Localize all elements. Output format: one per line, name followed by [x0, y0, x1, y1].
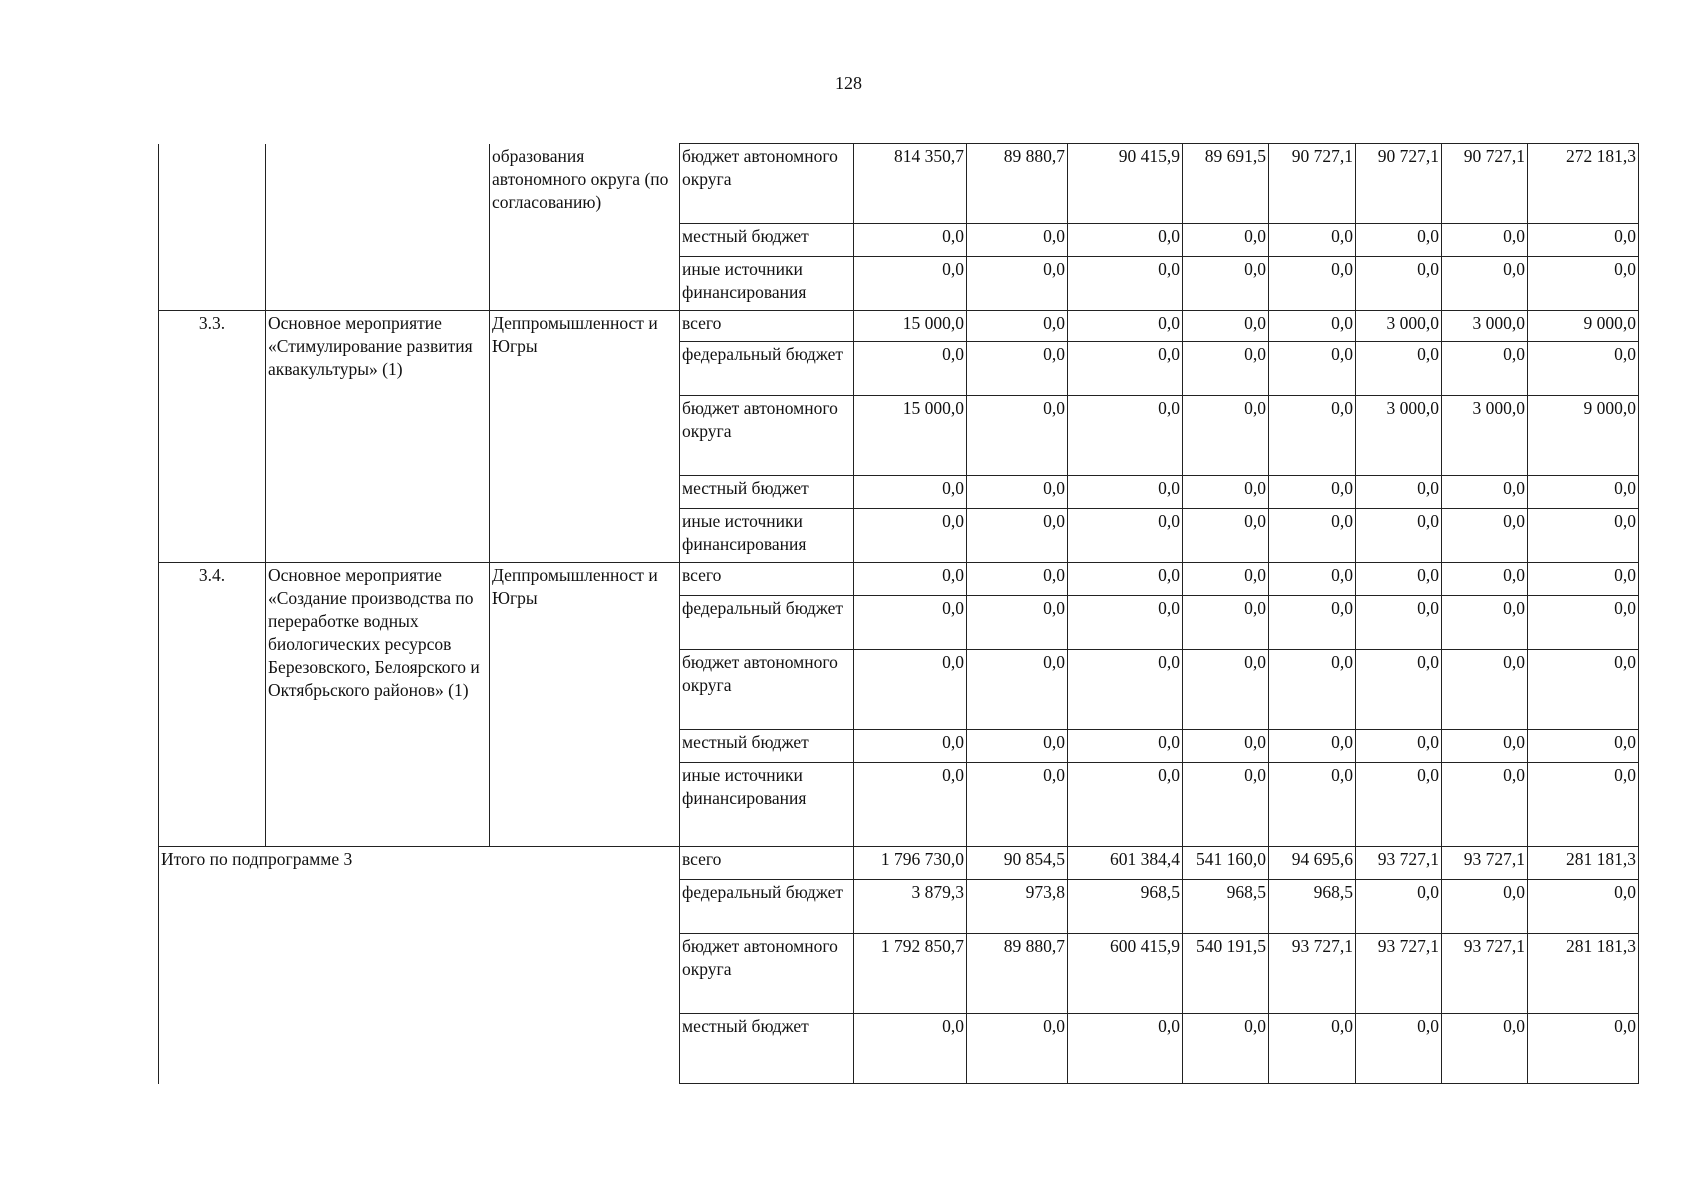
amount-cell: 0,0 [1528, 342, 1639, 396]
amount-cell: 3 000,0 [1442, 396, 1528, 476]
amount-cell: 0,0 [1068, 1014, 1183, 1084]
amount-cell: 0,0 [1528, 257, 1639, 311]
amount-cell: 0,0 [1269, 224, 1356, 257]
amount-cell: 272 181,3 [1528, 144, 1639, 224]
number-cell [159, 144, 266, 311]
amount-cell: 0,0 [854, 763, 967, 847]
amount-cell: 968,5 [1183, 880, 1269, 934]
amount-cell: 0,0 [1528, 596, 1639, 650]
amount-cell: 1 792 850,7 [854, 934, 967, 1014]
amount-cell: 0,0 [1068, 509, 1183, 563]
amount-cell: 0,0 [1183, 396, 1269, 476]
amount-cell: 0,0 [1356, 596, 1442, 650]
amount-cell: 0,0 [967, 224, 1068, 257]
amount-cell: 93 727,1 [1356, 934, 1442, 1014]
funding-source-cell: местный бюджет [680, 224, 854, 257]
amount-cell: 0,0 [1269, 730, 1356, 763]
amount-cell: 0,0 [1068, 342, 1183, 396]
amount-cell: 0,0 [1183, 730, 1269, 763]
amount-cell: 0,0 [1442, 880, 1528, 934]
funding-source-cell: всего [680, 563, 854, 596]
funding-source-cell: бюджет автономного округа [680, 144, 854, 224]
amount-cell: 0,0 [967, 342, 1068, 396]
table-row [159, 144, 1639, 224]
amount-cell: 0,0 [1528, 880, 1639, 934]
amount-cell: 0,0 [1183, 311, 1269, 342]
amount-cell: 0,0 [1183, 650, 1269, 730]
funding-source-cell: иные источники финансирования [680, 763, 854, 847]
amount-cell: 94 695,6 [1269, 847, 1356, 880]
amount-cell: 0,0 [1356, 476, 1442, 509]
amount-cell: 93 727,1 [1442, 847, 1528, 880]
amount-cell: 0,0 [1442, 257, 1528, 311]
funding-source-cell: местный бюджет [680, 476, 854, 509]
amount-cell: 0,0 [967, 596, 1068, 650]
amount-cell: 0,0 [1068, 730, 1183, 763]
amount-cell: 9 000,0 [1528, 396, 1639, 476]
amount-cell: 9 000,0 [1528, 311, 1639, 342]
funding-source-cell: местный бюджет [680, 1014, 854, 1084]
amount-cell: 0,0 [1442, 342, 1528, 396]
amount-cell: 0,0 [854, 476, 967, 509]
amount-cell: 541 160,0 [1183, 847, 1269, 880]
amount-cell: 814 350,7 [854, 144, 967, 224]
amount-cell: 15 000,0 [854, 311, 967, 342]
amount-cell: 0,0 [1183, 257, 1269, 311]
funding-source-cell: федеральный бюджет [680, 596, 854, 650]
amount-cell: 3 000,0 [1356, 311, 1442, 342]
funding-source-cell: федеральный бюджет [680, 342, 854, 396]
funding-source-cell: всего [680, 847, 854, 880]
executor-cell: Деппромышленност и Югры [490, 563, 680, 847]
amount-cell: 0,0 [1356, 880, 1442, 934]
amount-cell: 0,0 [1183, 563, 1269, 596]
amount-cell: 0,0 [1528, 476, 1639, 509]
amount-cell: 0,0 [1442, 730, 1528, 763]
amount-cell: 90 854,5 [967, 847, 1068, 880]
amount-cell: 0,0 [1356, 509, 1442, 563]
funding-source-cell: бюджет автономного округа [680, 650, 854, 730]
amount-cell: 90 727,1 [1356, 144, 1442, 224]
amount-cell: 0,0 [1183, 224, 1269, 257]
executor-cell: Деппромышленност и Югры [490, 311, 680, 563]
amount-cell: 0,0 [1183, 596, 1269, 650]
amount-cell: 0,0 [1068, 396, 1183, 476]
amount-cell: 0,0 [1528, 509, 1639, 563]
amount-cell: 0,0 [854, 342, 967, 396]
activity-number-cell: 3.3. [159, 311, 266, 563]
amount-cell: 281 181,3 [1528, 847, 1639, 880]
amount-cell: 0,0 [1442, 650, 1528, 730]
amount-cell: 93 727,1 [1269, 934, 1356, 1014]
amount-cell: 0,0 [967, 257, 1068, 311]
amount-cell: 0,0 [967, 509, 1068, 563]
amount-cell: 0,0 [854, 509, 967, 563]
amount-cell: 0,0 [967, 476, 1068, 509]
amount-cell: 0,0 [854, 224, 967, 257]
amount-cell: 0,0 [1269, 509, 1356, 563]
amount-cell: 0,0 [967, 311, 1068, 342]
amount-cell: 973,8 [967, 880, 1068, 934]
amount-cell: 0,0 [1269, 311, 1356, 342]
amount-cell: 89 691,5 [1183, 144, 1269, 224]
amount-cell: 0,0 [1442, 1014, 1528, 1084]
funding-source-cell: местный бюджет [680, 730, 854, 763]
amount-cell: 0,0 [967, 563, 1068, 596]
amount-cell: 0,0 [854, 1014, 967, 1084]
amount-cell: 0,0 [1269, 563, 1356, 596]
amount-cell: 0,0 [1356, 257, 1442, 311]
activity-name-cell [266, 144, 490, 311]
amount-cell: 0,0 [1269, 650, 1356, 730]
amount-cell: 0,0 [967, 650, 1068, 730]
amount-cell: 0,0 [1356, 763, 1442, 847]
amount-cell: 0,0 [1442, 596, 1528, 650]
amount-cell: 0,0 [967, 1014, 1068, 1084]
funding-source-cell: бюджет автономного округа [680, 934, 854, 1014]
activity-name-cell: Основное мероприятие «Стимулирование развития аквакультуры» (1) [266, 311, 490, 563]
amount-cell: 968,5 [1068, 880, 1183, 934]
amount-cell: 0,0 [1269, 476, 1356, 509]
amount-cell: 601 384,4 [1068, 847, 1183, 880]
amount-cell: 0,0 [1356, 650, 1442, 730]
amount-cell: 0,0 [1528, 1014, 1639, 1084]
amount-cell: 0,0 [1442, 509, 1528, 563]
amount-cell: 0,0 [1068, 763, 1183, 847]
amount-cell: 0,0 [1269, 1014, 1356, 1084]
amount-cell: 0,0 [1356, 224, 1442, 257]
amount-cell: 0,0 [1356, 563, 1442, 596]
activity-name-cell: Основное мероприятие «Создание производства по переработке водных биологических ресурсов Березовского, Белоярского и Октябрьского районов» (1) [266, 563, 490, 847]
amount-cell: 281 181,3 [1528, 934, 1639, 1014]
amount-cell: 89 880,7 [967, 934, 1068, 1014]
amount-cell: 0,0 [1068, 311, 1183, 342]
amount-cell: 0,0 [1183, 476, 1269, 509]
amount-cell: 0,0 [854, 650, 967, 730]
funding-source-cell: федеральный бюджет [680, 880, 854, 934]
amount-cell: 1 796 730,0 [854, 847, 967, 880]
amount-cell: 0,0 [1068, 563, 1183, 596]
funding-source-cell: всего [680, 311, 854, 342]
table-row [159, 847, 1639, 880]
page-number: 128 [835, 73, 862, 93]
amount-cell: 0,0 [1356, 1014, 1442, 1084]
amount-cell: 0,0 [1528, 563, 1639, 596]
amount-cell: 0,0 [1269, 396, 1356, 476]
amount-cell: 0,0 [1068, 224, 1183, 257]
amount-cell: 600 415,9 [1068, 934, 1183, 1014]
amount-cell: 0,0 [1528, 224, 1639, 257]
amount-cell: 0,0 [1183, 763, 1269, 847]
amount-cell: 0,0 [1528, 650, 1639, 730]
amount-cell: 90 415,9 [1068, 144, 1183, 224]
amount-cell: 0,0 [1269, 763, 1356, 847]
amount-cell: 0,0 [1528, 730, 1639, 763]
amount-cell: 0,0 [854, 563, 967, 596]
amount-cell: 3 000,0 [1442, 311, 1528, 342]
amount-cell: 93 727,1 [1356, 847, 1442, 880]
amount-cell: 0,0 [1183, 509, 1269, 563]
amount-cell: 0,0 [1068, 596, 1183, 650]
amount-cell: 89 880,7 [967, 144, 1068, 224]
amount-cell: 0,0 [1442, 224, 1528, 257]
amount-cell: 0,0 [854, 730, 967, 763]
amount-cell: 15 000,0 [854, 396, 967, 476]
amount-cell: 0,0 [967, 730, 1068, 763]
amount-cell: 0,0 [854, 257, 967, 311]
amount-cell: 540 191,5 [1183, 934, 1269, 1014]
amount-cell: 0,0 [1068, 476, 1183, 509]
budget-table [158, 143, 1639, 1084]
funding-source-cell: иные источники финансирования [680, 509, 854, 563]
amount-cell: 0,0 [1442, 563, 1528, 596]
table-row [159, 311, 1639, 342]
amount-cell: 0,0 [967, 396, 1068, 476]
amount-cell: 0,0 [1269, 257, 1356, 311]
amount-cell: 0,0 [1442, 476, 1528, 509]
funding-source-cell: иные источники финансирования [680, 257, 854, 311]
amount-cell: 3 000,0 [1356, 396, 1442, 476]
amount-cell: 0,0 [1356, 342, 1442, 396]
funding-source-cell: бюджет автономного округа [680, 396, 854, 476]
amount-cell: 90 727,1 [1269, 144, 1356, 224]
amount-cell: 0,0 [1068, 257, 1183, 311]
amount-cell: 968,5 [1269, 880, 1356, 934]
amount-cell: 0,0 [1183, 1014, 1269, 1084]
total-label-cell: Итого по подпрограмме 3 [159, 847, 680, 1084]
amount-cell: 0,0 [1356, 730, 1442, 763]
amount-cell: 93 727,1 [1442, 934, 1528, 1014]
amount-cell: 90 727,1 [1442, 144, 1528, 224]
amount-cell: 0,0 [1183, 342, 1269, 396]
amount-cell: 0,0 [1442, 763, 1528, 847]
executor-cell: образования автономного округа (по согласованию) [490, 144, 680, 311]
amount-cell: 0,0 [854, 596, 967, 650]
amount-cell: 0,0 [1269, 596, 1356, 650]
table-row [159, 563, 1639, 596]
amount-cell: 3 879,3 [854, 880, 967, 934]
amount-cell: 0,0 [967, 763, 1068, 847]
amount-cell: 0,0 [1528, 763, 1639, 847]
activity-number-cell: 3.4. [159, 563, 266, 847]
amount-cell: 0,0 [1068, 650, 1183, 730]
amount-cell: 0,0 [1269, 342, 1356, 396]
